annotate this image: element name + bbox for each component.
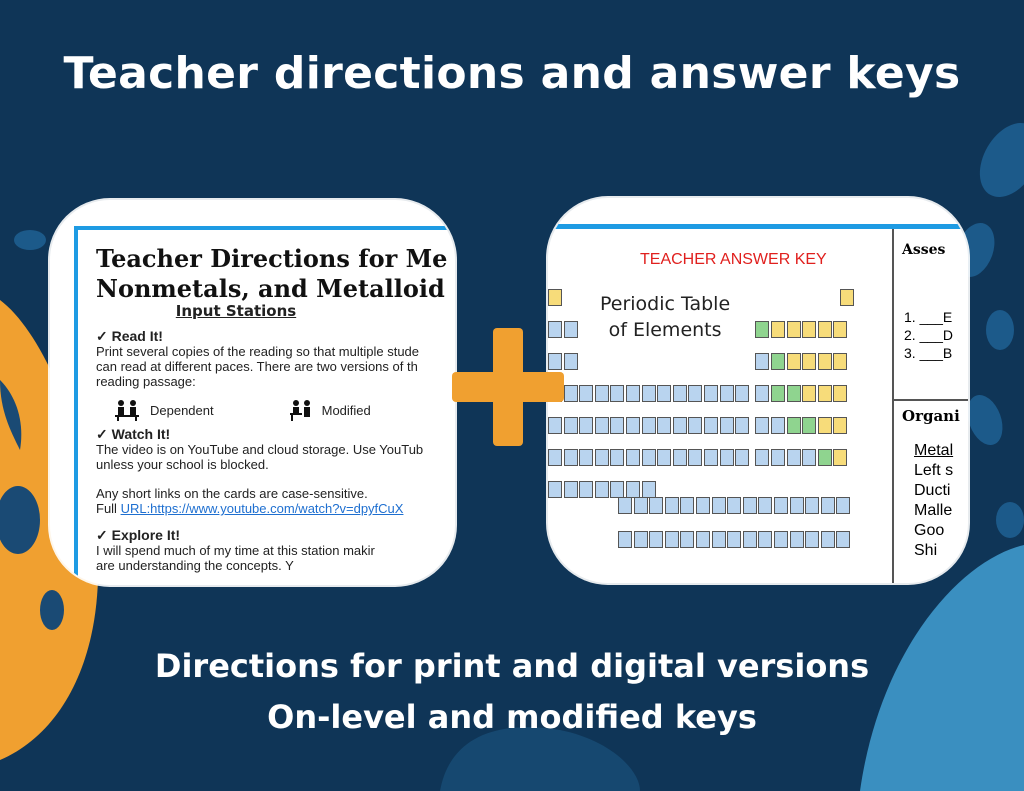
element-cell: [755, 449, 769, 466]
element-cell: [673, 385, 687, 402]
element-cell: [548, 481, 562, 498]
element-cell: [634, 531, 648, 548]
element-cell: [688, 449, 702, 466]
element-cell: [642, 481, 656, 498]
element-cell: [735, 417, 749, 434]
pt-title-line2: of Elements: [608, 319, 722, 341]
explore-body-2: are understanding the concepts. Y: [96, 558, 294, 573]
watch-heading: ✓ Watch It!: [96, 426, 171, 442]
element-cell: [657, 449, 671, 466]
element-cell: [833, 353, 847, 370]
element-cell: [836, 531, 850, 548]
element-cell: [665, 531, 679, 548]
pt-title-line1: Periodic Table: [600, 293, 731, 315]
element-cell: [564, 449, 578, 466]
element-cell: [564, 417, 578, 434]
element-cell: [610, 481, 624, 498]
element-cell: [790, 497, 804, 514]
element-cell: [610, 385, 624, 402]
modified-label: Modified: [321, 402, 371, 418]
element-cell: [649, 531, 663, 548]
element-cell: [595, 385, 609, 402]
element-cell: [818, 321, 832, 338]
element-cell: [774, 531, 788, 548]
element-cell: [818, 417, 832, 434]
element-cell: [805, 531, 819, 548]
element-cell: [618, 497, 632, 514]
element-cell: [634, 497, 648, 514]
periodic-table-title: [600, 291, 730, 343]
element-cell: [657, 417, 671, 434]
element-cell: [720, 385, 734, 402]
read-body-3: reading passage:: [96, 374, 196, 389]
element-cell: [802, 417, 816, 434]
organizer-item: Left s: [914, 462, 954, 479]
element-cell: [626, 449, 640, 466]
answer-key-title: TEACHER ANSWER KEY: [640, 251, 827, 268]
element-cell: [802, 321, 816, 338]
element-cell: [657, 385, 671, 402]
section-divider: [892, 399, 968, 401]
read-heading: ✓ Read It!: [96, 328, 163, 344]
watch-body-1: The video is on YouTube and cloud storage. Use YouTub: [96, 442, 424, 457]
element-cell: [771, 449, 785, 466]
element-cell: [564, 385, 578, 402]
element-cell: [548, 449, 562, 466]
element-cell: [735, 385, 749, 402]
doc-subtitle: Input Stations: [175, 302, 297, 320]
element-cell: [771, 353, 785, 370]
element-cell: [787, 385, 801, 402]
read-body-1: Print several copies of the reading so that multiple stude: [96, 344, 420, 359]
element-cell: [610, 449, 624, 466]
element-cell: [787, 353, 801, 370]
element-cell: [818, 353, 832, 370]
teacher-directions-preview: [50, 200, 455, 585]
dependent-label: Dependent: [150, 402, 214, 418]
element-cell: [787, 321, 801, 338]
subtitle-keys: On-level and modified keys: [267, 698, 757, 736]
element-cell: [618, 531, 632, 548]
element-cell: [704, 385, 718, 402]
explore-body-1: I will spend much of my time at this station makir: [96, 543, 375, 558]
element-cell: [818, 385, 832, 402]
assess-item-2: 2. ___D: [904, 327, 954, 343]
assess-item-3: 3. ___B: [904, 345, 953, 361]
organizer-item: Metal: [914, 442, 954, 459]
dependent-readers-icon: [112, 399, 142, 421]
element-cell: [579, 417, 593, 434]
organizer-list: [914, 441, 953, 561]
element-cell: [802, 385, 816, 402]
element-cell: [665, 497, 679, 514]
element-cell: [771, 321, 785, 338]
organizer-item: Shi: [914, 542, 938, 559]
organizer-heading: Organi: [902, 407, 960, 425]
element-cell: [680, 531, 694, 548]
full-prefix: Full: [96, 501, 121, 516]
element-cell: [735, 449, 749, 466]
element-cell: [579, 481, 593, 498]
element-cell: [673, 417, 687, 434]
organizer-item: Malle: [914, 502, 953, 519]
element-cell: [696, 531, 710, 548]
element-cell: [743, 531, 757, 548]
element-cell: [818, 449, 832, 466]
element-cell: [688, 385, 702, 402]
element-cell: [802, 449, 816, 466]
element-cell: [704, 449, 718, 466]
element-cell: [564, 353, 578, 370]
element-cell: [696, 497, 710, 514]
element-cell: [821, 497, 835, 514]
element-cell: [755, 417, 769, 434]
full-url-line: [96, 501, 455, 516]
element-cell: [755, 321, 769, 338]
doc-title-line1: Teacher Directions for Me: [96, 244, 448, 273]
element-cell: [712, 531, 726, 548]
element-cell: [833, 449, 847, 466]
element-cell: [673, 449, 687, 466]
element-cell: [595, 417, 609, 434]
element-cell: [595, 449, 609, 466]
element-cell: [579, 449, 593, 466]
watch-body-2: unless your school is blocked.: [96, 457, 269, 472]
element-cell: [771, 417, 785, 434]
reading-versions: [96, 399, 455, 421]
element-cell: [579, 385, 593, 402]
element-cell: [787, 449, 801, 466]
answer-key-document: [548, 224, 968, 583]
element-cell: [642, 417, 656, 434]
element-cell: [833, 385, 847, 402]
youtube-link[interactable]: URL:https://www.youtube.com/watch?v=dpyfCuX: [120, 501, 404, 516]
element-cell: [688, 417, 702, 434]
element-cell: [774, 497, 788, 514]
element-cell: [755, 385, 769, 402]
element-cell: [564, 481, 578, 498]
element-cell: [642, 449, 656, 466]
element-cell: [626, 417, 640, 434]
element-cell: [805, 497, 819, 514]
element-cell: [771, 385, 785, 402]
element-cell: [758, 531, 772, 548]
answer-key-preview: [548, 198, 968, 583]
page-title: Teacher directions and answer keys: [63, 48, 961, 99]
element-cell: [642, 385, 656, 402]
assess-item-1: 1. ___E: [904, 309, 953, 325]
element-cell: [680, 497, 694, 514]
organizer-item: Goo: [914, 522, 945, 539]
element-cell: [712, 497, 726, 514]
element-cell: [548, 289, 562, 306]
element-cell: [802, 353, 816, 370]
assessment-heading: Asses: [902, 242, 946, 258]
element-cell: [743, 497, 757, 514]
element-cell: [649, 497, 663, 514]
subtitle-print-digital: Directions for print and digital versions: [154, 647, 870, 685]
element-cell: [564, 321, 578, 338]
explore-heading: ✓ Explore It!: [96, 527, 181, 543]
teacher-directions-document: [96, 244, 455, 573]
element-cell: [821, 531, 835, 548]
element-cell: [790, 531, 804, 548]
element-cell: [755, 353, 769, 370]
element-cell: [836, 497, 850, 514]
element-cell: [595, 481, 609, 498]
element-cell: [626, 385, 640, 402]
element-cell: [720, 417, 734, 434]
element-cell: [626, 481, 640, 498]
element-cell: [727, 531, 741, 548]
organizer-item: Ducti: [914, 482, 951, 499]
element-cell: [704, 417, 718, 434]
modified-reader-icon: [288, 399, 314, 421]
element-cell: [610, 417, 624, 434]
element-cell: [787, 417, 801, 434]
column-divider: [892, 229, 894, 583]
read-body-2: can read at different paces. There are two versions of th: [96, 359, 418, 374]
document-frame: [74, 226, 455, 585]
plus-icon: [452, 328, 564, 446]
short-links-note: Any short links on the cards are case-sensitive.: [96, 486, 368, 501]
doc-title-line2: Nonmetals, and Metalloid: [96, 274, 445, 303]
element-cell: [727, 497, 741, 514]
element-cell: [720, 449, 734, 466]
element-cell: [833, 321, 847, 338]
element-cell: [758, 497, 772, 514]
element-cell: [840, 289, 854, 306]
element-cell: [833, 417, 847, 434]
